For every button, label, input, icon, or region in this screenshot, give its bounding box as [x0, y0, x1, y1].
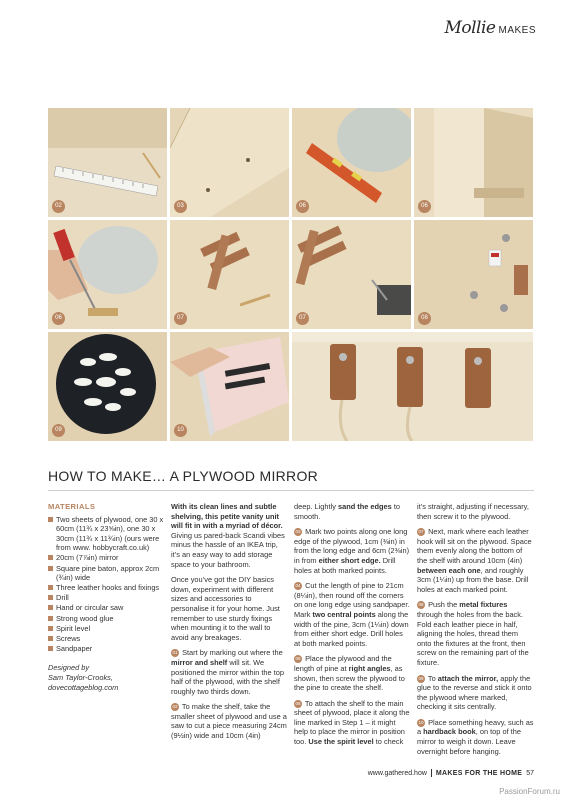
step-2 [171, 702, 288, 740]
credit-line: dovecottageblog.com [48, 682, 119, 692]
step-badge: 06 [296, 200, 309, 213]
photo-shelf-side [414, 108, 533, 217]
material-item: Hand or circular saw [48, 603, 165, 613]
heading-divider [48, 490, 534, 491]
step-number: 06 [295, 700, 301, 706]
step-text: Start by marking out where the [182, 648, 283, 658]
step-badge: 07 [174, 312, 187, 325]
step-8 [417, 600, 534, 667]
material-item: Spirit level [48, 624, 165, 634]
text-column-3 [417, 502, 534, 762]
page-number: 57 [526, 769, 534, 777]
step-badge: 06 [418, 200, 431, 213]
credit-line: Designed by [48, 663, 90, 673]
article-body [48, 502, 534, 762]
step-bold: right angles [348, 663, 391, 673]
photo-shelf-drill [170, 108, 289, 217]
article-heading: HOW TO MAKE… A PLYWOOD MIRROR [48, 468, 319, 484]
photo-row-3 [48, 332, 534, 441]
step-text: Mark two points along one long edge of the plywood, 1cm (⅜in) in from the long edge and 6cm (2⅜in) in from [294, 527, 410, 565]
photo-fixings [414, 220, 533, 329]
photo-glue-mirror [48, 332, 167, 441]
credit-line: Sam Taylor-Crooks, [48, 673, 113, 682]
step-badge: 09 [52, 424, 65, 437]
step-number: 01 [172, 650, 178, 656]
step-text: To make the shelf, take the smaller sheet of plywood and use a saw to cut a piece measuring 24cm (9½in) wide and 10cm (4in) [171, 702, 287, 741]
material-item: Two sheets of plywood, one 30 x 60cm (11¾ x 23⅝in), one 30 x 30cm (11¾ x 11¾in) (ours were from www. hobbycraft.co.uk) [48, 515, 165, 553]
step-bold: between each one [417, 565, 481, 575]
photo-ruler [48, 108, 167, 217]
material-item: Strong wood glue [48, 614, 165, 624]
step-7 [417, 527, 534, 594]
material-item: Three leather hooks and fixings [48, 583, 165, 593]
step-number: 05 [295, 656, 301, 662]
materials-title: MATERIALS [48, 502, 96, 511]
body-paragraph: Once you’ve got the DIY basics down, experiment with different sizes and accessories to personalise it for your home. Just remember to use sturdy fixings when mounting it to the wall to avoid any breakages. [171, 575, 280, 642]
step-text: , and roughly 3cm (1¼in) up from the base. Drill holes at each marked point. [417, 565, 529, 594]
material-item: Sandpaper [48, 644, 165, 654]
brand-script: Mollie [444, 18, 496, 38]
step-text: through the holes from the back. Fold each leather piece in half, aligning the holes, thread them onto the fixtures at the front, then screw on the remaining part of the fixture. [417, 609, 529, 667]
step-1 [171, 648, 288, 696]
material-item: 20cm (7⅞in) mirror [48, 553, 165, 563]
step-badge: 06 [52, 312, 65, 325]
step-9 [417, 674, 534, 712]
photo-spirit-level [292, 108, 411, 217]
step-4 [294, 581, 411, 648]
step-number: 08 [418, 602, 424, 608]
step-3 [294, 527, 411, 575]
step-6-cont: it’s straight, adjusting if necessary, then screw it to the plywood. [417, 502, 529, 521]
step-5 [294, 654, 411, 692]
materials-column [48, 502, 165, 762]
step-bold: sand the edges [337, 502, 392, 511]
photo-finished-hooks [292, 332, 533, 441]
step-number: 02 [172, 704, 178, 710]
photo-grid [48, 108, 534, 444]
step-text: Place something heavy, such as a [417, 717, 534, 737]
step-bold: attach the mirror, [437, 673, 499, 683]
step-2-cont [294, 502, 411, 521]
page-footer [368, 769, 534, 777]
step-bold: metal fixtures [459, 600, 508, 610]
footer-divider [431, 769, 432, 777]
photo-row-2 [48, 220, 534, 329]
step-badge: 02 [52, 200, 65, 213]
step-bold: mirror and shelf [171, 657, 228, 667]
intro-bold: With its clean lines and subtle shelving, this petite vanity unit will fit in with a myriad of décor. [171, 502, 283, 531]
step-6 [294, 699, 411, 747]
step-text: To [427, 673, 438, 683]
materials-list [48, 515, 165, 654]
brand-logo [444, 18, 536, 38]
step-text: will sit. We positioned the mirror within the top half of the plywood, with the shelf roughly two thirds down. [171, 657, 284, 696]
step-text: Place the plywood and the length of pine at [294, 654, 392, 673]
footer-url[interactable]: www.gathered.how [367, 769, 427, 777]
step-number: 09 [418, 675, 424, 681]
step-number: 10 [418, 719, 424, 725]
step-text: to check [373, 737, 404, 747]
step-text: , as shown, then screw the plywood to the pine to create the shelf. [294, 663, 405, 693]
material-item: Drill [48, 593, 165, 603]
photo-leather-drill [292, 220, 411, 329]
photo-screwdriver [48, 220, 167, 329]
step-number: 04 [295, 583, 301, 589]
step-text: Next, mark where each leather hook will sit on the plywood. Space them evenly along the bottom of the shelf with around 10cm (4in) [417, 527, 532, 565]
step-text: To attach the shelf to the main sheet of plywood, place it along the line marked in Step 1 – it might help to place the mirror in position too. [294, 698, 410, 747]
intro-paragraph [171, 502, 288, 569]
intro-text: Giving us pared-back Scandi vibes minus the hassle of an IKEA trip, it’s an easy way to add storage space to your bathroom. [171, 530, 285, 569]
step-badge: 03 [174, 200, 187, 213]
step-badge: 07 [296, 312, 309, 325]
step-number: 03 [295, 529, 301, 535]
step-text: Cut the length of pine to 21cm (8¼in), then round off the corners on one long edge using sandpaper. Mark [294, 581, 410, 619]
step-text: along the width of the pine, 3cm (1¼in) down from either short edge. Drill holes at both marked points. [294, 609, 409, 648]
photo-row-1 [48, 108, 534, 217]
text-column-2 [294, 502, 411, 762]
material-item: Square pine baton, approx 2cm (¾in) wide [48, 564, 165, 583]
step-text: to smooth. [294, 502, 400, 521]
step-text: deep. Lightly [294, 502, 338, 511]
brand-makes: MAKES [498, 25, 536, 36]
watermark: PassionForum.ru [499, 787, 560, 796]
step-text: , on top of the mirror to weigh it down. Leave overnight before hanging. [417, 727, 521, 756]
step-bold: hardback book [423, 727, 476, 737]
designer-credit [48, 663, 165, 692]
photo-leather-strips [170, 220, 289, 329]
step-text: Push the [428, 600, 460, 610]
step-badge: 10 [174, 424, 187, 437]
step-bold: either short edge. [318, 555, 381, 565]
step-text: apply the glue to the reverse and stick it onto the plywood where marked, checking it sits centrally. [417, 673, 532, 712]
step-badge: 08 [418, 312, 431, 325]
text-column-1 [171, 502, 288, 762]
material-item: Screws [48, 634, 165, 644]
step-number: 07 [418, 529, 424, 535]
footer-section: MAKES FOR THE HOME [435, 769, 523, 777]
step-10 [417, 718, 534, 756]
step-text: Drill holes at both marked points. [294, 555, 396, 575]
photo-book [170, 332, 289, 441]
step-bold: two central points [312, 609, 376, 619]
step-bold: Use the spirit level [308, 737, 374, 747]
